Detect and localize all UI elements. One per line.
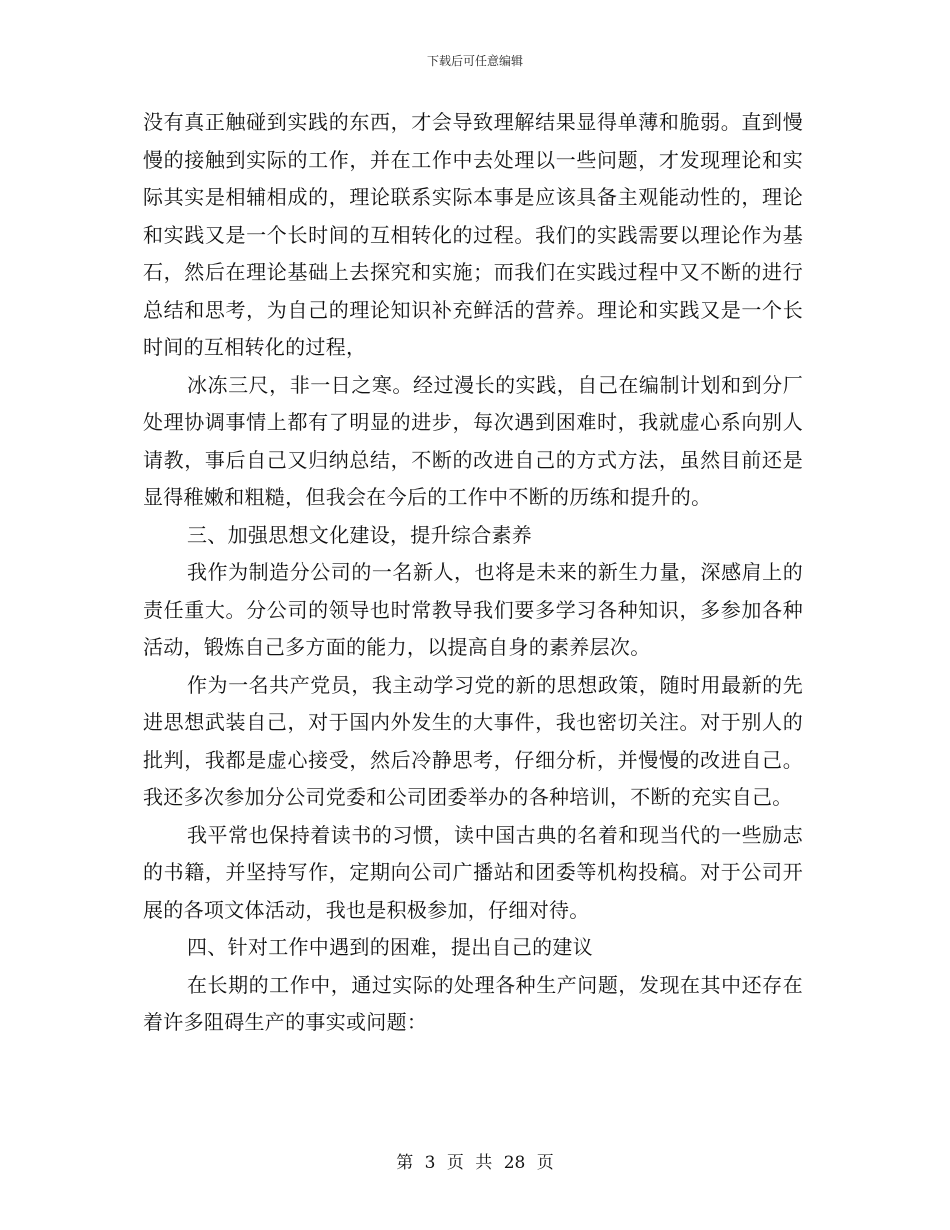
paragraph-4: 我作为制造分公司的一名新人，也将是未来的新生力量，深感肩上的责任重大。分公司的领导也时常教导我们要多学习各种知识，多参加各种活动，锻炼自己多方面的能力，以提高自身的素养层次。 (143, 560, 803, 659)
document-body (143, 104, 803, 1042)
page-header: 下载后可任意编辑 (426, 54, 523, 68)
section-heading-3: 三、加强思想文化建设，提升综合素养 (187, 522, 533, 547)
page-footer: 第 3 页 共 28 页 (396, 1153, 554, 1173)
paragraph-8: 在长期的工作中，通过实际的处理各种生产问题，发现在其中还存在着许多阻碍生产的事实或问题： (143, 972, 803, 1034)
paragraph-1: 没有真正触碰到实践的东西，才会导致理解结果显得单薄和脆弱。直到慢慢的接触到实际的工作，并在工作中去处理以一些问题，才发现理论和实际其实是相辅相成的，理论联系实际本事是应该具备主观能动性的，理论和实践又是一个长时间的互相转化的过程。我们的实践需要以理论作为基石，然后在理论基础上去探究和实施；而我们在实践过程中又不断的进行总结和思考，为自己的理论知识补充鲜活的营养。理论和实践又是一个长时间的互相转化的过程， (143, 110, 803, 359)
section-heading-4: 四、针对工作中遇到的困难，提出自己的建议 (187, 935, 593, 959)
paragraph-5: 作为一名共产党员，我主动学习党的新的思想政策，随时用最新的先进思想武装自己，对于国内外发生的大事件，我也密切关注。对于别人的批判，我都是虚心接受，然后冷静思考，仔细分析，并慢慢的改进自己。我还多次参加分公司党委和公司团委举办的各种培训，不断的充实自己。 (143, 672, 803, 809)
paragraph-2: 冰冻三尺，非一日之寒。经过漫长的实践，自己在编制计划和到分厂处理协调事情上都有了明显的进步，每次遇到困难时，我就虚心系向别人请教，事后自己又归纳总结，不断的改进自己的方式方法，虽然目前还是显得稚嫩和粗糙，但我会在今后的工作中不断的历练和提升的。 (143, 372, 803, 509)
paragraph-6: 我平常也保持着读书的习惯，读中国古典的名着和现当代的一些励志的书籍，并坚持写作，定期向公司广播站和团委等机构投稿。对于公司开展的各项文体活动，我也是积极参加，仔细对待。 (143, 822, 803, 922)
